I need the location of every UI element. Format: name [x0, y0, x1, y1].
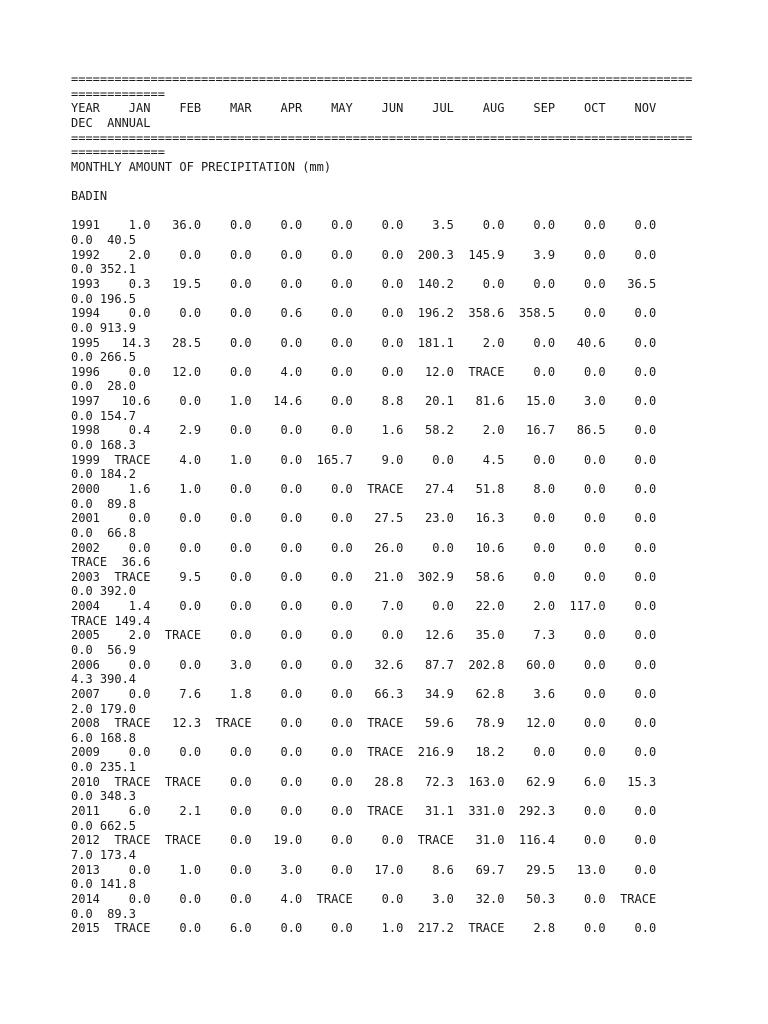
table-row-continuation: 0.0 392.0	[71, 584, 137, 599]
table-row-continuation: 0.0 662.5	[71, 818, 137, 833]
table-row: 2000 1.6 1.0 0.0 0.0 0.0 TRACE 27.4 51.8 8.0 0.0 0.0	[71, 481, 657, 496]
table-row: 1992 2.0 0.0 0.0 0.0 0.0 0.0 200.3 145.9 3.9 0.0 0.0	[71, 247, 657, 262]
spacer	[71, 204, 711, 219]
table-row: 2003 TRACE 9.5 0.0 0.0 0.0 21.0 302.9 58.6 0.0 0.0 0.0	[71, 569, 657, 584]
table-row: 1991 1.0 36.0 0.0 0.0 0.0 0.0 3.5 0.0 0.0 0.0 0.0	[71, 218, 657, 233]
table-row-continuation: 0.0 168.3	[71, 438, 137, 453]
table-row-continuation: 7.0 173.4	[71, 847, 137, 862]
table-row: 1994 0.0 0.0 0.0 0.6 0.0 0.0 196.2 358.6 358.5 0.0 0.0	[71, 306, 657, 321]
table-row: 1993 0.3 19.5 0.0 0.0 0.0 0.0 140.2 0.0 0.0 0.0 36.5	[71, 276, 657, 291]
rule-top-short: =============	[71, 86, 165, 101]
table-row: 2014 0.0 0.0 0.0 4.0 TRACE 0.0 3.0 32.0 50.3 0.0 TRACE	[71, 891, 657, 906]
table-row: 2004 1.4 0.0 0.0 0.0 0.0 7.0 0.0 22.0 2.0 117.0 0.0	[71, 599, 657, 614]
table-row-continuation: 0.0 235.1	[71, 760, 137, 775]
table-row-continuation: 0.0 348.3	[71, 789, 137, 804]
table-row: 1999 TRACE 4.0 1.0 0.0 165.7 9.0 0.0 4.5 0.0 0.0 0.0	[71, 452, 657, 467]
table-row: 1997 10.6 0.0 1.0 14.6 0.0 8.8 20.1 81.6 15.0 3.0 0.0	[71, 394, 657, 409]
table-row: 2006 0.0 0.0 3.0 0.0 0.0 32.6 87.7 202.8 60.0 0.0 0.0	[71, 657, 657, 672]
report-title: MONTHLY AMOUNT OF PRECIPITATION (mm)	[71, 159, 332, 174]
table-row-continuation: 0.0 28.0	[71, 379, 137, 394]
table-row: 2013 0.0 1.0 0.0 3.0 0.0 17.0 8.6 69.7 29.5 13.0 0.0	[71, 862, 657, 877]
table-row: 2007 0.0 7.6 1.8 0.0 0.0 66.3 34.9 62.8 3.6 0.0 0.0	[71, 686, 657, 701]
table-row-continuation: TRACE 149.4	[71, 613, 151, 628]
table-row-continuation: 2.0 179.0	[71, 701, 137, 716]
table-row-continuation: 0.0 196.5	[71, 291, 137, 306]
table-row-continuation: 0.0 154.7	[71, 408, 137, 423]
table-row-continuation: 0.0 56.9	[71, 642, 137, 657]
table-row: 2010 TRACE TRACE 0.0 0.0 0.0 28.8 72.3 163.0 62.9 6.0 15.3	[71, 774, 657, 789]
table-row-continuation: 4.3 390.4	[71, 672, 137, 687]
table-row-continuation: TRACE 36.6	[71, 555, 151, 570]
table-row: 2012 TRACE TRACE 0.0 19.0 0.0 0.0 TRACE 31.0 116.4 0.0 0.0	[71, 833, 657, 848]
table-row: 2001 0.0 0.0 0.0 0.0 0.0 27.5 23.0 16.3 0.0 0.0 0.0	[71, 511, 657, 526]
rule-mid-long: ======================================================================================	[71, 130, 693, 145]
table-row: 2002 0.0 0.0 0.0 0.0 0.0 26.0 0.0 10.6 0.0 0.0 0.0	[71, 540, 657, 555]
station-name: BADIN	[71, 189, 108, 204]
table-row: 1995 14.3 28.5 0.0 0.0 0.0 0.0 181.1 2.0 0.0 40.6 0.0	[71, 335, 657, 350]
table-row-continuation: 0.0 141.8	[71, 877, 137, 892]
table-row: 1996 0.0 12.0 0.0 4.0 0.0 0.0 12.0 TRACE 0.0 0.0 0.0	[71, 364, 657, 379]
table-row: 2011 6.0 2.1 0.0 0.0 0.0 TRACE 31.1 331.0 292.3 0.0 0.0	[71, 804, 657, 819]
rule-mid-short: =============	[71, 145, 165, 160]
header-line-1: YEAR JAN FEB MAR APR MAY JUN JUL AUG SEP OCT NOV	[71, 101, 657, 116]
table-row-continuation: 0.0 89.8	[71, 496, 137, 511]
table-row-continuation: 0.0 89.3	[71, 906, 137, 921]
table-row: 2015 TRACE 0.0 6.0 0.0 0.0 1.0 217.2 TRACE 2.8 0.0 0.0	[71, 921, 657, 936]
table-row-continuation: 0.0 352.1	[71, 262, 137, 277]
table-row-continuation: 0.0 266.5	[71, 350, 137, 365]
table-row: 2009 0.0 0.0 0.0 0.0 0.0 TRACE 216.9 18.2 0.0 0.0 0.0	[71, 745, 657, 760]
table-row: 2008 TRACE 12.3 TRACE 0.0 0.0 TRACE 59.6 78.9 12.0 0.0 0.0	[71, 716, 657, 731]
spacer	[71, 174, 711, 189]
table-row-continuation: 0.0 184.2	[71, 467, 137, 482]
table-row-continuation: 6.0 168.8	[71, 730, 137, 745]
rule-top-long: ======================================================================================	[71, 72, 693, 86]
table-row-continuation: 0.0 66.8	[71, 525, 137, 540]
table-row: 1998 0.4 2.9 0.0 0.0 0.0 1.6 58.2 2.0 16.7 86.5 0.0	[71, 423, 657, 438]
table-row-continuation: 0.0 913.9	[71, 320, 137, 335]
table-row-continuation: 0.0 40.5	[71, 233, 137, 248]
data-rows	[71, 218, 711, 935]
precipitation-report	[71, 72, 711, 936]
header-line-2: DEC ANNUAL	[71, 115, 151, 130]
table-row: 2005 2.0 TRACE 0.0 0.0 0.0 0.0 12.6 35.0 7.3 0.0 0.0	[71, 628, 657, 643]
